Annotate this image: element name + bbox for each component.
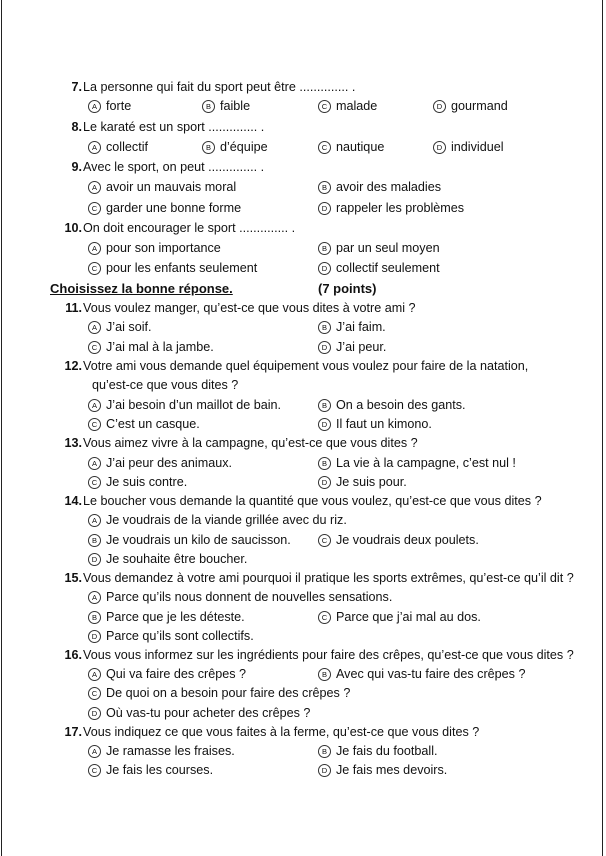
option-label: On a besoin des gants. [336, 398, 466, 412]
option-b[interactable] [318, 239, 440, 257]
option-label: Parce qu’ils sont collectifs. [106, 629, 254, 643]
option-label: faible [220, 99, 251, 113]
option-b[interactable] [202, 97, 250, 115]
option-label: J’ai peur des animaux. [106, 456, 233, 470]
option-a[interactable] [88, 97, 131, 115]
option-label: J’ai mal à la jambe. [106, 340, 214, 354]
option-a[interactable] [88, 396, 281, 414]
question-text: Vous voulez manger, qu’est-ce que vous dites à votre ami ? [83, 301, 416, 315]
option-label: Je suis contre. [106, 475, 188, 489]
option-d-icon: D [318, 262, 331, 275]
option-label: Je suis pour. [336, 475, 407, 489]
option-label: Qui va faire des crêpes ? [106, 667, 247, 681]
option-d[interactable] [433, 97, 508, 115]
option-b[interactable] [318, 665, 525, 683]
option-b[interactable] [318, 454, 516, 472]
section-points: (7 points) [318, 281, 377, 296]
question-text: Le boucher vous demande la quantité que vous voulez, qu’est-ce que vous dites ? [83, 494, 542, 508]
option-c[interactable] [88, 338, 214, 356]
option-label: J’ai soif. [106, 320, 152, 334]
option-label: par un seul moyen [336, 241, 440, 255]
option-c[interactable] [88, 473, 187, 491]
section-title-text: Choisissez la bonne réponse. [50, 281, 233, 296]
question-number: 7. [71, 80, 82, 94]
option-d-icon: D [88, 707, 101, 720]
question-text: On doit encourager le sport .............. . [83, 221, 296, 235]
option-c[interactable] [88, 259, 257, 277]
option-label: J’ai besoin d’un maillot de bain. [106, 398, 282, 412]
option-c[interactable] [318, 138, 384, 156]
option-label: Parce que je les déteste. [106, 610, 245, 624]
option-c[interactable] [318, 531, 479, 549]
option-label: Je fais mes devoirs. [336, 763, 448, 777]
option-label: pour les enfants seulement [106, 261, 258, 275]
option-label: forte [106, 99, 132, 113]
option-label: collectif [106, 140, 148, 154]
question-text: Vous indiquez ce que vous faites à la ferme, qu’est-ce que vous dites ? [83, 725, 480, 739]
option-b[interactable] [318, 318, 386, 336]
question-text: Vous demandez à votre ami pourquoi il pratique les sports extrêmes, qu’est-ce qu’il dit ? [83, 571, 574, 585]
option-label: malade [336, 99, 378, 113]
section-title [50, 280, 233, 298]
question-number: 11. [65, 301, 82, 315]
option-a-icon: A [88, 181, 101, 194]
option-b-icon: B [88, 611, 101, 624]
option-d-icon: D [318, 476, 331, 489]
option-a[interactable] [88, 454, 232, 472]
option-label: Où vas-tu pour acheter des crêpes ? [106, 706, 311, 720]
option-b-icon: B [202, 100, 215, 113]
question-number: 10. [64, 221, 82, 235]
option-label: Je ramasse les fraises. [106, 744, 235, 758]
option-a[interactable] [88, 138, 148, 156]
option-b[interactable] [202, 138, 268, 156]
option-label: rappeler les problèmes [336, 201, 465, 215]
option-b[interactable] [318, 742, 438, 760]
option-d-icon: D [433, 141, 446, 154]
option-c-icon: C [88, 764, 101, 777]
option-c[interactable] [88, 684, 350, 702]
option-label: Avec qui vas-tu faire des crêpes ? [336, 667, 526, 681]
option-c-icon: C [318, 141, 331, 154]
option-label: d’équipe [220, 140, 268, 154]
option-c-icon: C [88, 202, 101, 215]
question-number: 15. [64, 571, 82, 585]
option-a-icon: A [88, 745, 101, 758]
option-a-icon: A [88, 457, 101, 470]
option-label: pour son importance [106, 241, 221, 255]
option-a[interactable] [88, 239, 221, 257]
option-a-icon: A [88, 321, 101, 334]
option-a-icon: A [88, 514, 101, 527]
question-text: Avec le sport, on peut .............. . [83, 160, 265, 174]
option-a[interactable] [88, 318, 152, 336]
question-number: 14. [64, 494, 82, 508]
option-c[interactable] [88, 761, 213, 779]
question-number: 16. [64, 648, 82, 662]
option-c-icon: C [88, 687, 101, 700]
option-d-icon: D [318, 202, 331, 215]
option-a[interactable] [88, 178, 236, 196]
question-text: Vous aimez vivre à la campagne, qu’est-ce que vous dites ? [83, 436, 418, 450]
option-d[interactable] [88, 704, 310, 722]
option-d[interactable] [318, 415, 432, 433]
option-c[interactable] [88, 415, 200, 433]
option-label: J’ai peur. [336, 340, 387, 354]
question-text: Votre ami vous demande quel équipement vous voulez pour faire de la natation, [83, 359, 529, 373]
option-c[interactable] [318, 608, 481, 626]
option-a-icon: A [88, 141, 101, 154]
question-number: 8. [71, 120, 82, 134]
option-label: Parce que j’ai mal au dos. [336, 610, 481, 624]
option-label: Je voudrais deux poulets. [336, 533, 479, 547]
option-a-icon: A [88, 100, 101, 113]
option-d[interactable] [88, 627, 254, 645]
option-label: collectif seulement [336, 261, 440, 275]
option-c-icon: C [88, 476, 101, 489]
option-b-icon: B [318, 745, 331, 758]
option-d-icon: D [318, 341, 331, 354]
option-b-icon: B [318, 242, 331, 255]
option-label: Je fais du football. [336, 744, 438, 758]
option-label: Parce qu’ils nous donnent de nouvelles sensations. [106, 590, 393, 604]
option-label: J’ai faim. [336, 320, 386, 334]
option-c-icon: C [88, 341, 101, 354]
option-b[interactable] [318, 396, 466, 414]
option-label: Je souhaite être boucher. [106, 552, 248, 566]
option-c-icon: C [318, 534, 331, 547]
option-c[interactable] [318, 97, 377, 115]
option-d[interactable] [88, 550, 247, 568]
option-b[interactable] [88, 531, 291, 549]
option-c-icon: C [88, 418, 101, 431]
question-text-continued: qu’est-ce que vous dites ? [92, 378, 239, 392]
option-b[interactable] [318, 178, 441, 196]
option-a[interactable] [88, 588, 392, 606]
option-label: Je voudrais un kilo de saucisson. [106, 533, 291, 547]
option-b-icon: B [88, 534, 101, 547]
option-d[interactable] [318, 338, 386, 356]
option-c[interactable] [88, 199, 241, 217]
option-d-icon: D [88, 553, 101, 566]
option-a[interactable] [88, 665, 246, 683]
option-label: Il faut un kimono. [336, 417, 432, 431]
option-label: individuel [451, 140, 504, 154]
option-label: Je fais les courses. [106, 763, 214, 777]
option-b-icon: B [318, 181, 331, 194]
option-b-icon: B [318, 399, 331, 412]
question-number: 9. [71, 160, 82, 174]
option-label: Je voudrais de la viande grillée avec du riz. [106, 513, 347, 527]
option-a-icon: A [88, 668, 101, 681]
option-a-icon: A [88, 591, 101, 604]
option-d[interactable] [433, 138, 504, 156]
option-d[interactable] [318, 761, 447, 779]
option-b-icon: B [318, 668, 331, 681]
option-d-icon: D [433, 100, 446, 113]
option-b-icon: B [318, 321, 331, 334]
option-label: La vie à la campagne, c’est nul ! [336, 456, 516, 470]
question-number: 17. [64, 725, 82, 739]
option-d[interactable] [318, 259, 440, 277]
option-label: gourmand [451, 99, 508, 113]
question-text: La personne qui fait du sport peut être .............. . [83, 80, 356, 94]
option-a[interactable] [88, 742, 235, 760]
option-d-icon: D [318, 764, 331, 777]
option-d[interactable] [318, 473, 407, 491]
option-d[interactable] [318, 199, 464, 217]
question-number: 13. [64, 436, 82, 450]
option-label: nautique [336, 140, 385, 154]
option-c-icon: C [318, 611, 331, 624]
option-d-icon: D [318, 418, 331, 431]
option-c-icon: C [318, 100, 331, 113]
option-a[interactable] [88, 511, 347, 529]
option-b-icon: B [202, 141, 215, 154]
option-c-icon: C [88, 262, 101, 275]
option-a-icon: A [88, 242, 101, 255]
option-b[interactable] [88, 608, 245, 626]
option-label: De quoi on a besoin pour faire des crêpes ? [106, 686, 351, 700]
option-label: avoir des maladies [336, 180, 441, 194]
option-label: garder une bonne forme [106, 201, 242, 215]
question-number: 12. [64, 359, 82, 373]
option-label: C’est un casque. [106, 417, 200, 431]
option-a-icon: A [88, 399, 101, 412]
option-label: avoir un mauvais moral [106, 180, 237, 194]
question-text: Le karaté est un sport .............. . [83, 120, 265, 134]
option-b-icon: B [318, 457, 331, 470]
question-text: Vous vous informez sur les ingrédients pour faire des crêpes, qu’est-ce que vous dites ? [83, 648, 574, 662]
option-d-icon: D [88, 630, 101, 643]
